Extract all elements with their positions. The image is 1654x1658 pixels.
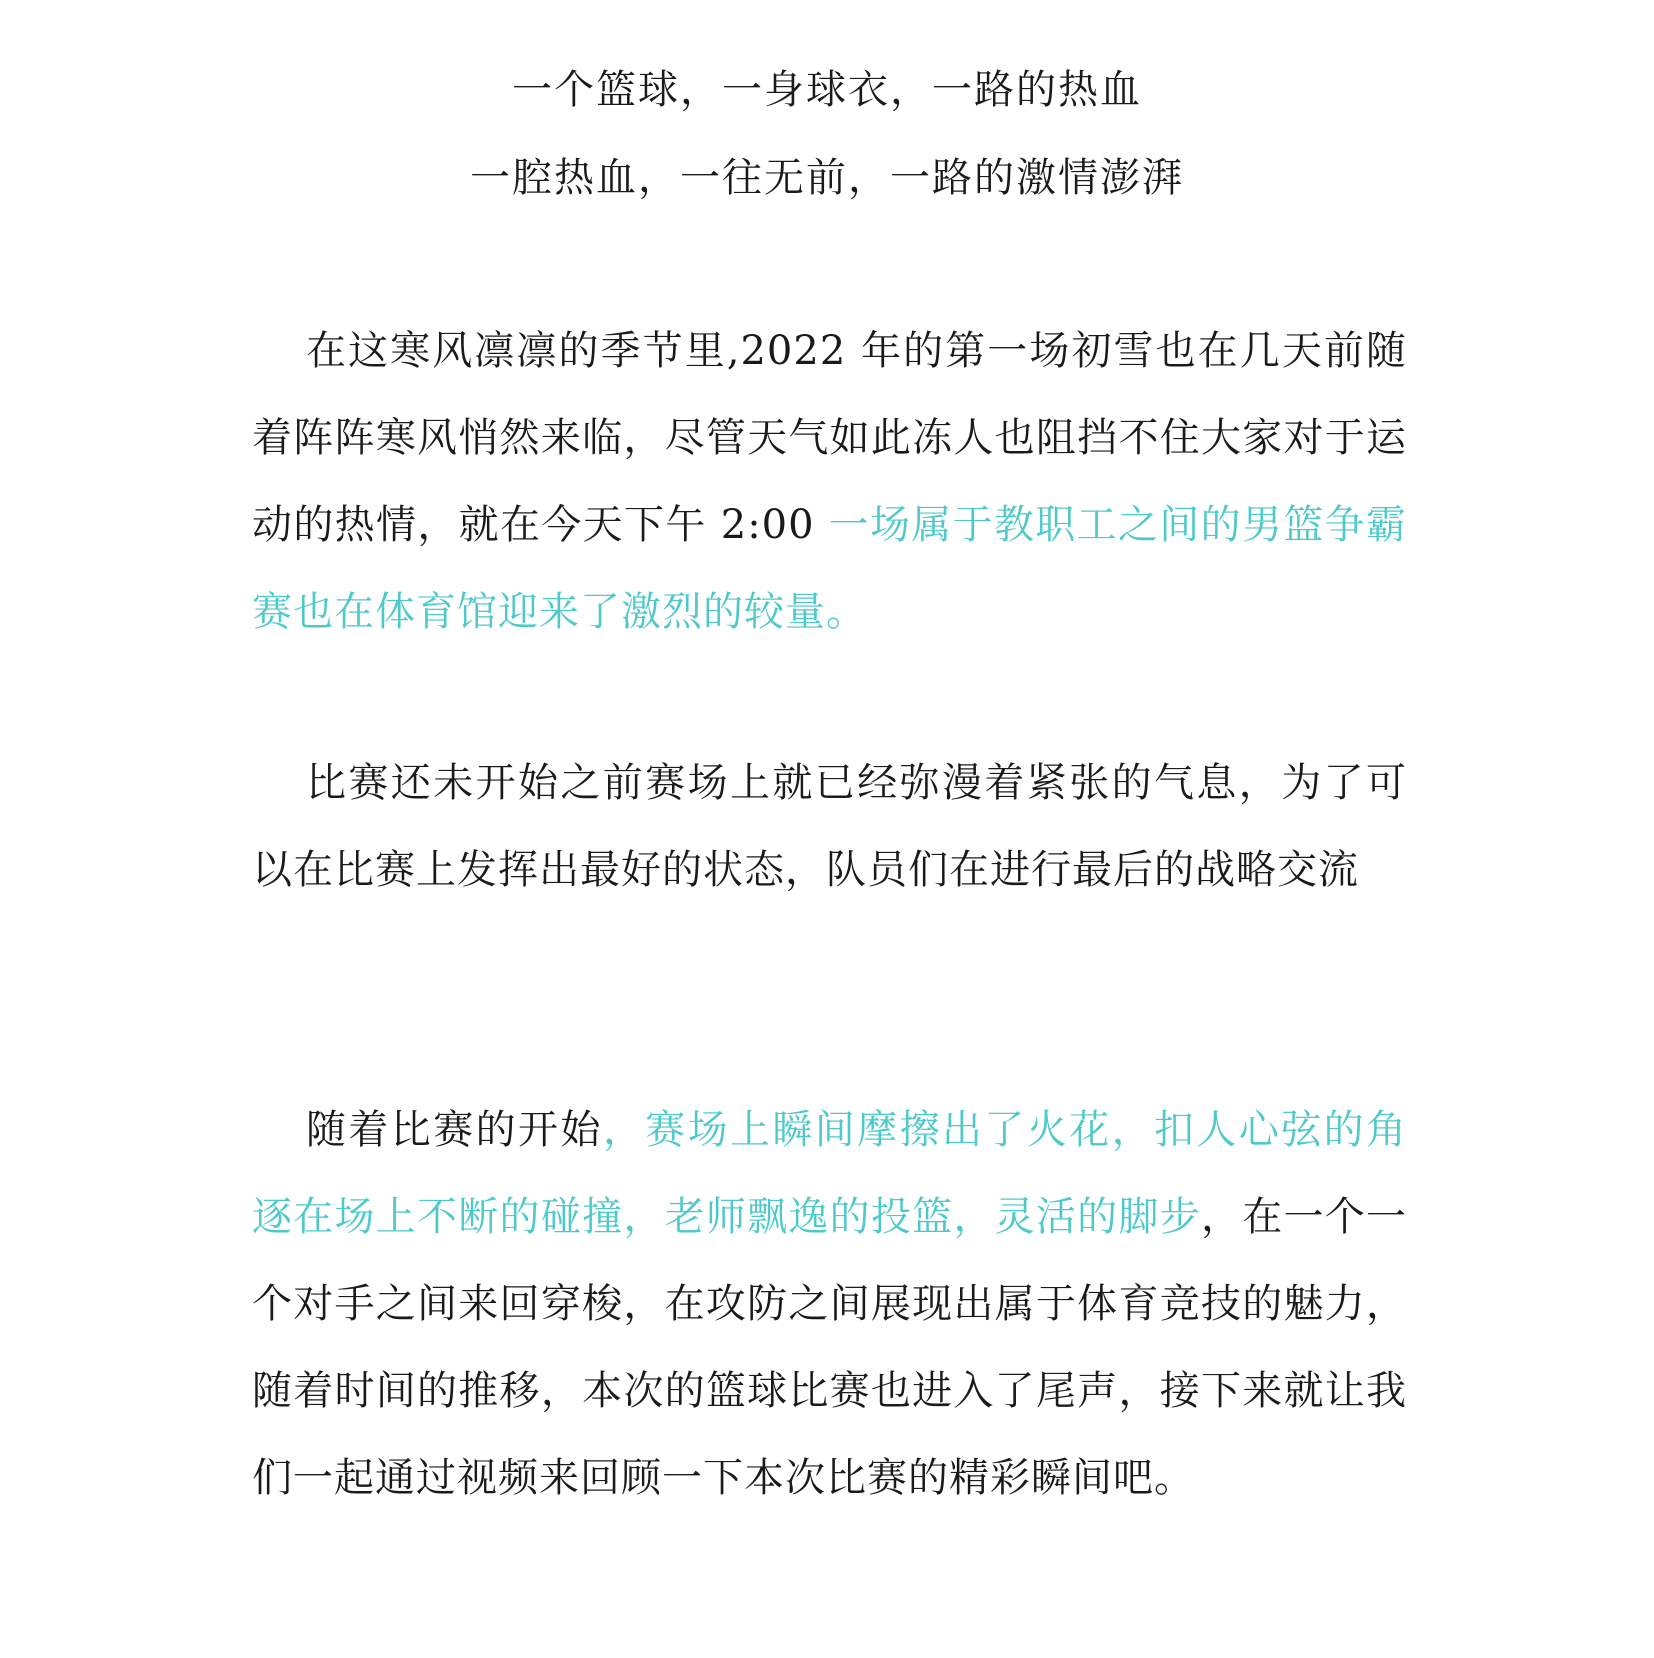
paragraph-text: 在这寒风凛凛的季节里,2022 年的第一场初雪也在几天前随着阵阵寒风悄然来临，尽管天气如此冻人也阻挡不住大家对于运动的热情，就在今天下午 2:00 [252,328,1407,548]
paragraph-text: 随着比赛的开始 [306,1107,603,1153]
highlighted-text: ，赛场上瞬间摩擦出了火花，扣人心弦的角逐在场上不断的碰撞，老师飘逸的投篮，灵活的脚步 [252,1107,1408,1240]
paragraph-game [252,1087,1407,1522]
paragraph-opening [252,308,1407,656]
highlighted-text: 一场属于教职工之间的男篮争霸赛也在体育馆迎来了激烈的较量。 [252,502,1407,635]
paragraph-text: 比赛还未开始之前赛场上就已经弥漫着紧张的气息，为了可以在比赛上发挥出最好的状态，队员们在进行最后的战略交流 [252,760,1407,893]
paragraph-pregame [252,740,1407,914]
paragraph-text: ，在一个一个对手之间来回穿梭，在攻防之间展现出属于体育竞技的魅力，随着时间的推移，本次的篮球比赛也进入了尾声，接下来就让我们一起通过视频来回顾一下本次比赛的精彩瞬间吧。 [252,1194,1408,1501]
intro-line-2: 一腔热血，一往无前，一路的激情澎湃 [470,155,1184,201]
intro-line-1: 一个篮球，一身球衣，一路的热血 [512,67,1142,113]
